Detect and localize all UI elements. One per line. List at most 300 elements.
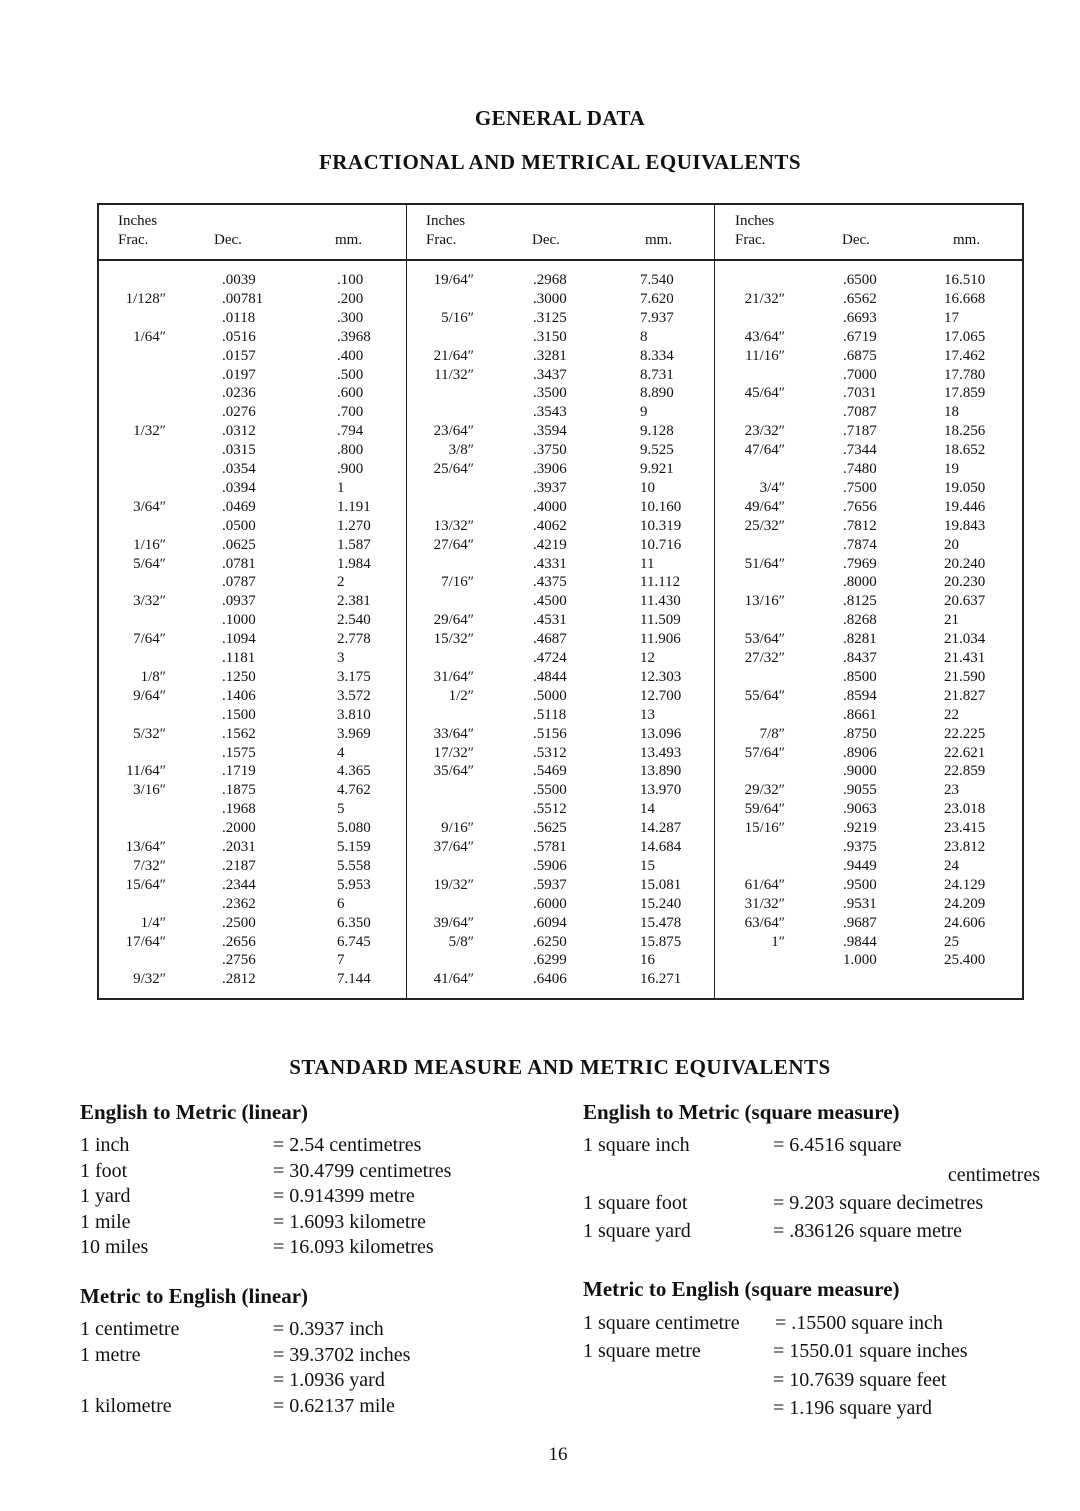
cell-dec: .0197	[222, 366, 256, 383]
cell-mm: 1.587	[337, 536, 371, 553]
cell-dec: .9531	[843, 895, 877, 912]
cell-mm: 22.225	[944, 725, 986, 742]
cell-mm: 8.731	[640, 366, 674, 383]
cell-dec: .0500	[222, 517, 256, 534]
cell-dec: .4375	[533, 574, 567, 591]
cell-mm: 18.256	[944, 423, 986, 440]
cell-dec: .1250	[222, 668, 256, 685]
cell-mm: 6.745	[337, 933, 371, 950]
cell-mm: 12.303	[640, 668, 682, 685]
cell-dec: 1.000	[843, 952, 877, 969]
cell-mm: .100	[337, 272, 364, 288]
cell-frac: 1/32″	[133, 423, 166, 440]
cell-mm: 24.129	[944, 876, 986, 893]
cell-mm: 9	[640, 404, 648, 421]
cell-frac: 3/32″	[133, 593, 166, 610]
cell-frac: 9/32″	[133, 971, 166, 988]
cell-dec: .9063	[843, 801, 877, 818]
cell-frac: 1/64″	[133, 328, 166, 345]
cell-dec: .3437	[533, 366, 567, 383]
cell-mm: 1	[337, 479, 345, 496]
cell-mm: 5.558	[337, 857, 371, 874]
cell-dec: .3594	[533, 423, 567, 440]
cell-dec: .5906	[533, 857, 567, 874]
measure-label: 1 centimetre	[80, 1318, 180, 1340]
cell-frac: 35/64″	[433, 763, 474, 780]
cell-mm: 20	[944, 536, 959, 553]
cell-mm: 15.875	[640, 933, 682, 950]
measure-label: 1 square inch	[583, 1134, 690, 1156]
cell-frac: 11/16″	[745, 347, 785, 364]
cell-frac: 37/64″	[433, 839, 474, 855]
cell-mm: 19	[944, 461, 959, 477]
cell-dec: .6719	[843, 328, 877, 345]
header-dec: Dec.	[842, 232, 870, 248]
cell-mm: 10.716	[640, 536, 682, 553]
measure-value: = 1550.01 square inches	[773, 1340, 968, 1363]
cell-frac: 15/64″	[125, 876, 166, 893]
cell-frac: 11/32″	[434, 366, 474, 383]
cell-dec: .7031	[843, 385, 877, 402]
cell-dec: .3750	[533, 442, 567, 459]
cell-dec: .2187	[222, 857, 256, 874]
cell-mm: 18	[944, 404, 959, 421]
cell-dec: .6562	[843, 290, 877, 307]
cell-dec: .6000	[533, 895, 567, 912]
cell-dec: .2756	[222, 952, 256, 969]
cell-dec: .3543	[533, 404, 567, 421]
cell-dec: .0236	[222, 385, 256, 402]
measure-value: centimetres	[947, 1164, 1040, 1186]
cell-dec: .4724	[533, 650, 567, 666]
cell-mm: .300	[337, 309, 364, 326]
cell-dec: .9449	[843, 857, 877, 874]
cell-mm: 1.984	[337, 555, 371, 572]
cell-mm: 4	[337, 744, 345, 761]
cell-dec: .0157	[222, 347, 256, 364]
measure-label: 1 mile	[80, 1210, 131, 1233]
header-frac: Frac.	[118, 232, 149, 248]
cell-mm: 19.446	[944, 498, 986, 515]
cell-mm: 9.525	[640, 442, 674, 459]
cell-frac: 7/32″	[133, 857, 166, 874]
heading-metric-eng-square: Metric to English (square measure)	[583, 1277, 900, 1301]
cell-frac: 1″	[771, 933, 785, 950]
cell-frac: 5/16″	[441, 309, 474, 326]
cell-frac: 7/16″	[441, 574, 474, 591]
cell-frac: 51/64″	[744, 555, 785, 572]
cell-frac: 5/32″	[133, 725, 166, 742]
header-mm: mm.	[645, 232, 673, 248]
cell-mm: 15.478	[640, 914, 682, 931]
cell-dec: .7812	[843, 517, 877, 534]
cell-dec: .8268	[843, 612, 877, 629]
cell-mm: 2.381	[337, 593, 371, 610]
cell-dec: .0354	[222, 461, 256, 477]
cell-dec: .3281	[533, 347, 567, 364]
cell-mm: 12	[640, 650, 655, 666]
cell-dec: .1500	[222, 706, 256, 723]
cell-frac: 17/64″	[125, 933, 166, 950]
cell-dec: .8661	[843, 706, 877, 723]
cell-mm: 3.175	[337, 668, 371, 685]
cell-mm: .500	[337, 366, 364, 383]
cell-dec: .8000	[843, 574, 877, 591]
cell-frac: 13/64″	[125, 839, 166, 855]
measure-label: 1 square metre	[583, 1340, 701, 1363]
cell-mm: 24	[944, 857, 959, 874]
header-mm: mm.	[953, 232, 981, 248]
cell-dec: .0039	[222, 272, 256, 288]
cell-mm: 16.510	[944, 272, 986, 288]
cell-mm: 21.590	[944, 668, 986, 685]
cell-mm: 3	[337, 650, 345, 666]
cell-mm: 5.953	[337, 876, 371, 893]
cell-mm: 1.191	[337, 498, 371, 515]
cell-mm: 8.890	[640, 385, 674, 402]
cell-mm: 3.969	[337, 725, 371, 742]
cell-frac: 1/128″	[125, 290, 166, 307]
measure-label: 1 metre	[80, 1343, 141, 1366]
cell-mm: 13.970	[640, 782, 682, 799]
cell-dec: .5937	[533, 876, 567, 893]
cell-frac: 1/2″	[448, 687, 474, 704]
cell-mm: 10	[640, 479, 655, 496]
cell-mm: 7.937	[640, 309, 674, 326]
cell-mm: 11.906	[640, 631, 681, 648]
cell-mm: 21.431	[944, 650, 986, 666]
cell-dec: .4500	[533, 593, 567, 610]
measure-value: = 2.54 centimetres	[273, 1134, 422, 1156]
cell-dec: .1000	[222, 612, 256, 629]
cell-dec: .7000	[843, 366, 877, 383]
cell-mm: 15.081	[640, 876, 682, 893]
cell-frac: 19/64″	[433, 272, 474, 288]
measure-value: = 39.3702 inches	[273, 1343, 411, 1366]
cell-dec: .2968	[533, 272, 567, 288]
cell-dec: .2362	[222, 895, 256, 912]
cell-mm: 11.112	[640, 574, 681, 591]
cell-frac: 63/64″	[744, 914, 785, 931]
cell-mm: 16.271	[640, 971, 682, 988]
cell-mm: 10.160	[640, 498, 682, 515]
cell-mm: 22.621	[944, 744, 986, 761]
cell-frac: 53/64″	[744, 631, 785, 648]
cell-mm: 2.778	[337, 631, 371, 648]
header-frac: Frac.	[426, 232, 457, 248]
measure-label: 1 square centimetre	[583, 1312, 740, 1334]
header-frac: Frac.	[735, 232, 766, 248]
cell-mm: 5.080	[337, 820, 371, 837]
cell-dec: .00781	[222, 290, 264, 307]
cell-frac: 43/64″	[744, 328, 785, 345]
cell-dec: .4531	[533, 612, 567, 629]
cell-frac: 33/64″	[433, 725, 474, 742]
cell-frac: 3/64″	[133, 498, 166, 515]
cell-dec: .0394	[222, 479, 256, 496]
cell-dec: .4219	[533, 536, 567, 553]
cell-dec: .9687	[843, 914, 877, 931]
header-dec: Dec.	[214, 232, 242, 248]
cell-dec: .6875	[843, 347, 877, 364]
measure-label: 1 square foot	[583, 1192, 688, 1214]
cell-dec: .4062	[533, 517, 567, 534]
cell-mm: 1.270	[337, 517, 371, 534]
cell-frac: 21/64″	[433, 347, 474, 364]
cell-dec: .1406	[222, 687, 256, 704]
cell-mm: 11.509	[640, 612, 681, 629]
cell-mm: .3968	[337, 328, 371, 345]
measure-value: = 30.4799 centimetres	[273, 1159, 452, 1182]
cell-frac: 7/8″	[759, 725, 785, 742]
cell-dec: .8281	[843, 631, 877, 648]
cell-dec: .6500	[843, 272, 877, 288]
cell-mm: 2.540	[337, 612, 371, 629]
cell-mm: 8	[640, 328, 648, 345]
cell-frac: 7/64″	[133, 631, 166, 648]
cell-mm: 23.018	[944, 801, 986, 818]
cell-dec: .1719	[222, 763, 256, 780]
cell-dec: .5312	[533, 744, 567, 761]
cell-frac: 23/32″	[744, 423, 785, 440]
measure-value: = 9.203 square decimetres	[773, 1192, 984, 1214]
cell-dec: .4844	[533, 668, 567, 685]
cell-frac: 15/16″	[744, 820, 785, 837]
cell-dec: .9219	[843, 820, 877, 837]
section-title: STANDARD MEASURE AND METRIC EQUIVALENTS	[289, 1055, 831, 1079]
cell-mm: 17.462	[944, 347, 986, 364]
cell-dec: .1181	[222, 650, 256, 666]
cell-frac: 13/16″	[744, 593, 785, 610]
cell-mm: 6.350	[337, 914, 371, 931]
cell-mm: 23	[944, 782, 959, 799]
cell-frac: 3/16″	[133, 782, 166, 799]
cell-frac: 15/32″	[433, 631, 474, 648]
cell-mm: 23.812	[944, 839, 986, 855]
cell-dec: .8125	[843, 593, 877, 610]
cell-mm: 24.209	[944, 895, 986, 912]
cell-dec: .7500	[843, 479, 877, 496]
cell-mm: 7	[337, 952, 345, 969]
cell-frac: 25/32″	[744, 517, 785, 534]
page-title: GENERAL DATA	[474, 106, 646, 130]
cell-frac: 1/16″	[133, 536, 166, 553]
cell-frac: 11/64″	[126, 763, 166, 780]
cell-mm: 4.762	[337, 782, 371, 799]
cell-mm: 10.319	[640, 517, 682, 534]
cell-dec: .7087	[843, 404, 877, 421]
cell-frac: 3/8″	[448, 442, 474, 459]
measure-value: = 6.4516 square	[773, 1134, 902, 1156]
cell-dec: .0937	[222, 593, 256, 610]
cell-mm: 7.144	[337, 971, 371, 988]
measure-value: = 0.3937 inch	[273, 1318, 384, 1340]
cell-frac: 31/64″	[433, 668, 474, 685]
cell-dec: .1562	[222, 725, 256, 742]
cell-mm: 8.334	[640, 347, 674, 364]
cell-dec: .0315	[222, 442, 256, 459]
heading-eng-metric-linear: English to Metric (linear)	[80, 1100, 309, 1124]
cell-dec: .5469	[533, 763, 567, 780]
cell-frac: 25/64″	[433, 461, 474, 477]
cell-frac: 49/64″	[744, 498, 785, 515]
cell-mm: 16	[640, 952, 655, 969]
header-inches: Inches	[426, 213, 466, 229]
cell-dec: .3000	[533, 290, 567, 307]
cell-frac: 1/4″	[140, 914, 166, 931]
cell-dec: .1968	[222, 801, 256, 818]
cell-dec: .9844	[843, 933, 877, 950]
cell-dec: .6406	[533, 971, 567, 988]
cell-dec: .8594	[843, 687, 877, 704]
cell-frac: 5/8″	[448, 933, 474, 950]
cell-mm: 21.034	[944, 631, 986, 648]
page-number: 16	[548, 1444, 568, 1465]
cell-dec: .7344	[843, 442, 877, 459]
cell-mm: 5.159	[337, 839, 371, 855]
measure-value: = 16.093 kilometres	[273, 1236, 434, 1259]
cell-dec: .7969	[843, 555, 877, 572]
header-mm: mm.	[335, 232, 363, 248]
cell-mm: 11.430	[640, 593, 681, 610]
cell-mm: 21	[944, 612, 959, 629]
measure-label: 1 kilometre	[80, 1394, 172, 1417]
cell-dec: .4331	[533, 555, 567, 572]
cell-frac: 45/64″	[744, 385, 785, 402]
cell-mm: .794	[337, 423, 364, 440]
measure-label: 1 inch	[80, 1134, 130, 1156]
heading-eng-metric-square: English to Metric (square measure)	[583, 1100, 900, 1124]
cell-mm: .200	[337, 290, 364, 307]
cell-mm: 20.240	[944, 555, 986, 572]
cell-dec: .0781	[222, 555, 256, 572]
cell-dec: .0118	[222, 309, 256, 326]
cell-mm: 3.810	[337, 706, 371, 723]
cell-mm: 14.684	[640, 839, 682, 855]
cell-mm: 11	[640, 555, 655, 572]
cell-dec: .0469	[222, 498, 256, 515]
cell-mm: 25.400	[944, 952, 986, 969]
measure-label: 10 miles	[80, 1236, 149, 1259]
cell-mm: .800	[337, 442, 364, 459]
cell-dec: .1875	[222, 782, 256, 799]
cell-frac: 39/64″	[433, 914, 474, 931]
cell-frac: 31/32″	[744, 895, 785, 912]
cell-dec: .9375	[843, 839, 877, 855]
cell-frac: 1/8″	[140, 668, 166, 685]
cell-dec: .3150	[533, 328, 567, 345]
header-inches: Inches	[735, 213, 775, 229]
cell-dec: .0625	[222, 536, 256, 553]
measure-value: = .836126 square metre	[773, 1220, 963, 1242]
cell-mm: 25	[944, 933, 959, 950]
cell-mm: .900	[337, 461, 364, 477]
cell-dec: .0787	[222, 574, 256, 591]
measure-value: = 1.6093 kilometre	[273, 1210, 426, 1233]
cell-dec: .1094	[222, 631, 256, 648]
cell-dec: .7656	[843, 498, 877, 515]
cell-mm: 9.128	[640, 423, 674, 440]
cell-mm: 17.859	[944, 385, 986, 402]
cell-mm: 4.365	[337, 763, 371, 780]
cell-frac: 29/64″	[433, 612, 474, 629]
cell-dec: .2031	[222, 839, 256, 855]
cell-dec: .9000	[843, 763, 877, 780]
cell-mm: 5	[337, 801, 345, 818]
measure-value: = .15500 square inch	[775, 1312, 943, 1334]
cell-dec: .0312	[222, 423, 256, 440]
cell-dec: .0516	[222, 328, 256, 345]
cell-dec: .1575	[222, 744, 256, 761]
cell-mm: 19.843	[944, 517, 986, 534]
cell-frac: 17/32″	[433, 744, 474, 761]
cell-frac: 29/32″	[744, 782, 785, 799]
cell-mm: 22.859	[944, 763, 986, 780]
cell-dec: .5156	[533, 725, 567, 742]
cell-mm: 15.240	[640, 895, 682, 912]
cell-dec: .2656	[222, 933, 256, 950]
cell-mm: .400	[337, 347, 364, 364]
cell-mm: 17.065	[944, 328, 986, 345]
cell-dec: .6693	[843, 309, 877, 326]
cell-dec: .6094	[533, 914, 567, 931]
cell-dec: .5625	[533, 820, 567, 837]
cell-dec: .3125	[533, 309, 567, 326]
header-inches: Inches	[118, 213, 158, 229]
cell-frac: 41/64″	[433, 971, 474, 988]
cell-dec: .4687	[533, 631, 567, 648]
cell-mm: 12.700	[640, 687, 682, 704]
cell-mm: 19.050	[944, 479, 986, 496]
cell-frac: 5/64″	[133, 555, 166, 572]
cell-dec: .2344	[222, 876, 256, 893]
table-title: FRACTIONAL AND METRICAL EQUIVALENTS	[318, 150, 802, 174]
cell-dec: .8906	[843, 744, 877, 761]
cell-frac: 23/64″	[433, 423, 474, 440]
cell-frac: 57/64″	[744, 744, 785, 761]
cell-mm: 3.572	[337, 687, 371, 704]
cell-dec: .2812	[222, 971, 256, 988]
cell-dec: .3937	[533, 479, 567, 496]
cell-dec: .9500	[843, 876, 877, 893]
cell-frac: 13/32″	[433, 517, 474, 534]
cell-dec: .5781	[533, 839, 567, 855]
cell-mm: 21.827	[944, 687, 986, 704]
measure-label: 1 yard	[80, 1185, 131, 1208]
cell-mm: 6	[337, 895, 345, 912]
cell-frac: 55/64″	[744, 687, 785, 704]
cell-dec: .6299	[533, 952, 567, 969]
cell-mm: 20.230	[944, 574, 986, 591]
measure-value: = 10.7639 square feet	[773, 1368, 947, 1391]
cell-frac: 59/64″	[744, 801, 785, 818]
measure-value: = 0.62137 mile	[273, 1394, 395, 1417]
cell-mm: 7.620	[640, 290, 674, 307]
cell-dec: .3500	[533, 385, 567, 402]
cell-mm: 13.493	[640, 744, 682, 761]
cell-dec: .6250	[533, 933, 567, 950]
measure-value: = 1.0936 yard	[273, 1369, 385, 1392]
cell-frac: 27/64″	[433, 536, 474, 553]
cell-mm: 24.606	[944, 914, 986, 931]
cell-dec: .0276	[222, 404, 256, 421]
cell-frac: 21/32″	[744, 290, 785, 307]
cell-frac: 61/64″	[744, 876, 785, 893]
measure-value: = 0.914399 metre	[273, 1185, 415, 1208]
cell-mm: 7.540	[640, 272, 674, 288]
cell-mm: 20.637	[944, 593, 986, 610]
cell-mm: 13.096	[640, 725, 682, 742]
